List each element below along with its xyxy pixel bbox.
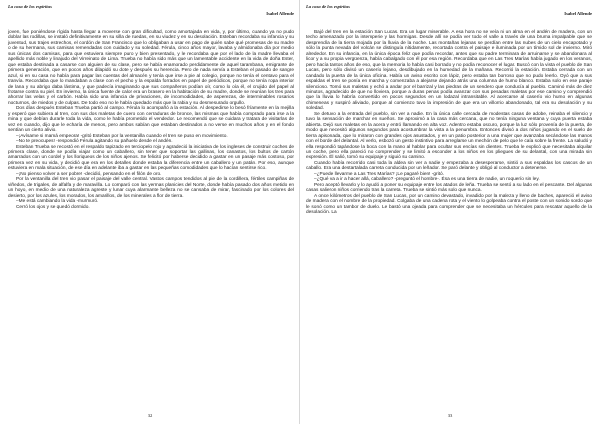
right-page-header [306,4,592,30]
right-page-number: 33 [447,413,453,418]
paragraph: Pero aceptó llevarlo y lo ayudó a poner su equipaje entre los atados de leña. Trueba se sentó a su lado en el pescante. Del algunas casas salieron niños corriendo tras la carreta. Trueba se sintió más solo que nunca. [306,182,592,194]
right-header-title: La casa de los espíritus [306,4,350,9]
paragraph: –No te preocupes! -respondió Férula agitando su pañuelo desde el andén. [16,139,173,145]
left-page-body [8,30,294,210]
paragraph: Dos días después Esteban Trueba partió al campo. Férula lo acompañó a la estación. Al despedirse lo besó fríamente en la mejilla y esperó que subiera al tren, con sus dos maletas de cuero con cerraduras de bronce, las mismas que había comprado para irse a la mina y que debían durarle toda la vida, como le había prometido el vendedor. Le recomendó que se cuidara y tratara de visitarlas de vez en cuando, dijo que le echaría de menos, pero ambos sabían que estaban destinados a no verse en muchos años y en el fondo sentían un cierto alivio. [8,106,294,134]
paragraph: –¡No pienso volver a ser pobre! -decidió, pensando en el filón de oro. [16,171,162,177]
right-page [300,0,600,424]
left-header-title: La casa de los espíritus [8,4,52,9]
paragraph: Esteban Trueba se recostó en el respaldo tapizado en terciopelo rojo y agradeció la iniciativa de los ingleses de construir coches de primera clase, donde se podía viajar como un caballero, sin tener que soportar las gallinas, los canastos, los bultos de cartón amarrados con un cordel y los lloriqueos de los niños ajenos. Se felicitó por haberse decidido a gastar en un pasaje más costoso, por primera vez en su vida, y decidió que era en los detalles donde estaba la diferencia entre un caballero y un patán. Por eso, aunque estuviera en mala situación, de ese día en adelante iba a gastar en las pequeñas comodidades que lo hacían sentirse rico. [8,144,294,172]
paragraph: –¿Qué va a ir a hacer allá, caballero? -preguntó el hombre-. Ésa es una tierra de nadie, un roquerío sin ley. [314,177,540,183]
paragraph: –Me está cambiando la vida -murmuró. [16,199,99,205]
left-header-author: Isabel Allende [266,11,294,16]
paragraph: Cuando había recorrido casi toda la aldea sin ver a nadie y empezaba a desesperarse, sintió a sus espaldas los cascos de un caballo. Era una destartalada carreta conducida por un leñador. Se paró delante y obligó al conductor a detenerse. [306,160,592,172]
paragraph: Bajó del tren en la estación San Lucas. Era un lugar miserable. A esa hora no se veía ni un alma en el andén de madera, con un techo amenazado por la intemperie y las hormigas. Desde allí se podía ver todo el valle a través de una bruma impalpable que se desprendía de la tierra mojada por la lluvia de la noche. Las montañas lejanas se perdían entre las nubes de un cielo encapotado y sólo la punta nevada del volcán se distinguía nítidamente, recortada contra el paisaje e iluminada por un tímido sol de invierno. Miró alrededor. En su infancia, en la única época feliz que podía recordar, antes que su padre terminara de arruinarse y se abandonara al licor y a su propia vergüenza, había cabalgado con él por esa región. Recordaba que en Las Tres Marías había jugado en los veranos, pero hacía tantos años de eso, que la memoria lo había casi borrado y no podía reconocer el lugar. Buscó con la vista el pueblo de San Lucas, pero sólo divisó un caserío lejano, desdibujado en la humedad de la mañana. Recorrió la estación. Estaba cerrada con un candado la puerta de la única oficina. Había un aviso escrito con lápiz, pero estaba tan borroso que no pudo leerlo. Oyó que a sus espaldas el tren se ponía en marcha y comenzaba a alejarse dejando atrás una columna de humo blanco. Estaba solo en ese paraje silencioso. Tomó sus maletas y echó a andar por el barrizal y las piedras de un sendero que conducía al pueblo. Caminó más de diez minutos, agradecido de que no lloviera, porque a duras penas podía avanzar con sus pesadas maletas por ese camino y comprendió que la lluvia lo habría convertido en pocos segundos en un lodazal intransitable. Al acercarse al caserío vio humo en algunas chimeneas y suspiró aliviado, porque al comienzo tuvo la impresión de que era un villorrio abandonado, tal era su desolación y su soledad. [306,30,592,112]
right-page-body [306,30,592,215]
paragraph: A once kilómetros del pueblo de San Lucas, por un camino devastado, invadido por la maleza y lleno de baches, apareció el aviso de madera con el nombre de la propiedad. Colgaba de una cadena rota y el viento lo golpeaba contra el poste con un sonido sordo que le sonó como un tambor de duelo. Le bastó una ojeada para comprender que se necesitaba un hércules para rescatar aquello de la desolación. La [306,193,592,215]
left-page-header [8,4,294,30]
paragraph: Se detuvo a la entrada del pueblo, sin ver a nadie. En la única calle cercada de modestas casas de adobe, reinaba el silencio y tuvo la sensación de marchar en sueños. Se aproximó a la casa más cercana, que no tenía ninguna ventana y cuya puerta estaba abierta. Dejó sus maletas en la acera y entró llamando en alta voz. Adentro estaba oscuro, porque la luz sólo provenía de la puerta, de modo que necesitó algunos segundos para acostumbrar la vista a la penumbra. Entonces divisó a dos niños jugando en el suelo de tierra apisonada, que lo miraron con grandes ojos asustados, y en un patio posterior a una mujer que avanzaba secándose las manos con el borde del delantal. Al verlo, esbozó un gesto instintivo para arreglarse un mechón de pelo que le caía sobre la frente. La saludó y ella respondió tapándose la boca con la mano al hablar para ocultar sus encías sin dientes. Trueba le explicó que necesitaba alquilar un coche, pero ella pareció no comprender y se limitó a esconder a los niños en los pliegues de su delantal, con una mirada sin expresión. Él salió, tomó su equipaje y siguió su camino. [306,111,592,161]
right-header-author: Isabel Allende [564,11,592,16]
paragraph: joven, fue poniéndose rígida hasta llegar a moverse con gran dificultad, como amortajada en vida, y, por último, cuando ya no pudo doblar las rodillas, se instaló definitivamente en su silla de ruedas, en su viudez y en su desolación. Esteban recordaba su infancia y su juventud, sus trajes estrechos, el cordón de San Francisco que lo obligaban a usar en pago de quién sabe qué promesas de su madre o de su hermana, sus camisas remendadas con cuidado y su soledad. Férula, cinco años mayor, lavaba y almidonaba día por medio sus únicas dos camisas, para que estuviera siempre puro y bien presentado, y le recordaba que por el lado de la madre llevaba el apellido más noble y linajudo del Virreinato de Lima. Trueba no había sido más que un lamentable accidente en la vida de doña Ester, que estaba destinada a casarse con alguien de su clase, pero se había enamorado perdidamente de aquel tarambana, emigrante de primera generación, que en pocos años dilapidó su dote y después su herencia. Pero de nada servía a Esteban el pasado de sangre azul, si en su casa no había para pagar las cuentas del almacén y tenía que irse a pie al colegio, porque no tenía el centavo para el tranvía. Recordaba que lo mandaban a clase con el pecho y la espalda forrados en papel de periódicos, porque no tenía ropa interior de lana y su abrigo daba lástima, y que padecía imaginando que sus compañeros podían oír, como lo oía él, el crujido del papel al frotarse contra su piel. En invierno, la única fuente de calor era un brasero en la habitación de su madre, donde se reunían los tres para ahorrar las velas y el carbón. Había sido una infancia de privaciones, de incomodidades, de asperezas, de interminables rosarios nocturnos, de miedos y de culpas. De todo eso no le había quedado más que la rabia y su desmesurado orgullo. [8,30,294,106]
paragraph: –¡Avísame si mamá empeora! -gritó Esteban por la ventanilla cuando el tren se puso en movimiento. [16,133,228,139]
left-page-number: 32 [147,413,153,418]
paragraph: Cerró los ojos y se quedó dormido. [16,204,90,210]
paragraph: –¿Puede llevarme a Las Tres Marías? ¡Le pagaré bien! -gritó. [314,171,444,177]
paragraph: Por la ventanilla del tren vio pasar el paisaje del valle central. Vastos campos tendidos al pie de la cordillera, fértiles campiñas de viñedos, de trigales, de alfalfa y de maravilla. Lo comparó con las yermas planicies del Norte, donde había pasado dos años metido en un hoyo, en medio de una naturaleza agreste y lunar cuya alarmante belleza no se cansaba de mirar, fascinado por los colores del desierto, por los azules, los morados, los amarillos, de los minerales a flor de tierra. [8,177,294,199]
